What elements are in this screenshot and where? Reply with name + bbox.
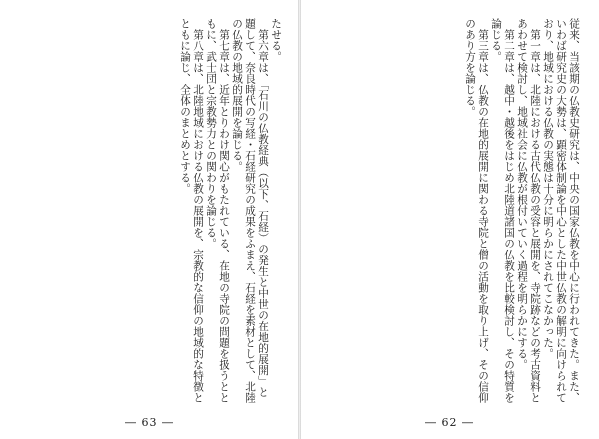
page-number: ― 63 ―	[125, 416, 174, 429]
paragraph: 従来、当該期の仏教史研究は、中央の国家仏教を中心に行われてきた。また、いわば研究史の大勢は、顕密体制論を中心とした中世仏教の解明に向けられており、地域における仏教の実態は十分に明らかにされてこなかった。	[542, 18, 580, 403]
left-page-text	[20, 18, 282, 406]
paragraph: 第一章は、北陸における古代仏教の受容と展開を、寺院跡などの考古資料とあわせて検討し、地域社会に仏教が根付いていく過程を明らかにする。	[516, 18, 541, 403]
page-number: ― 62 ―	[425, 416, 474, 429]
paragraph: 第六章は、「石川の仏教経典（以下、石経）の発生と中世の在地的展開」と題して、奈良時代の写経・石経研究の成果をふまえ、石経を素材として、北陸の仏教の地域的展開を論じる。	[231, 18, 269, 403]
paragraph: たせる。	[270, 18, 282, 62]
left-page	[0, 0, 299, 439]
right-page-text	[314, 18, 580, 406]
paragraph: 第二章は、越中・越後をはじめ北陸道諸国の仏教を比較検討し、その特質を論じる。	[490, 18, 515, 403]
paragraph: 第七章は、近年とりわけ関心がもたれている、在地の寺院の問題を扱うとともに、武士団と宗教勢力との関わりを論じる。	[205, 18, 230, 403]
right-page	[300, 0, 599, 439]
paragraph: 第三章は、仏教の在地的展開に関わる寺院と僧の活動を取り上げ、その信仰のあり方を論じる。	[464, 18, 489, 403]
paragraph: 第八章は、北陸地域における仏教の展開を、宗教的な信仰の地域的な特徴とともに論じ、全体のまとめとする。	[179, 18, 204, 403]
